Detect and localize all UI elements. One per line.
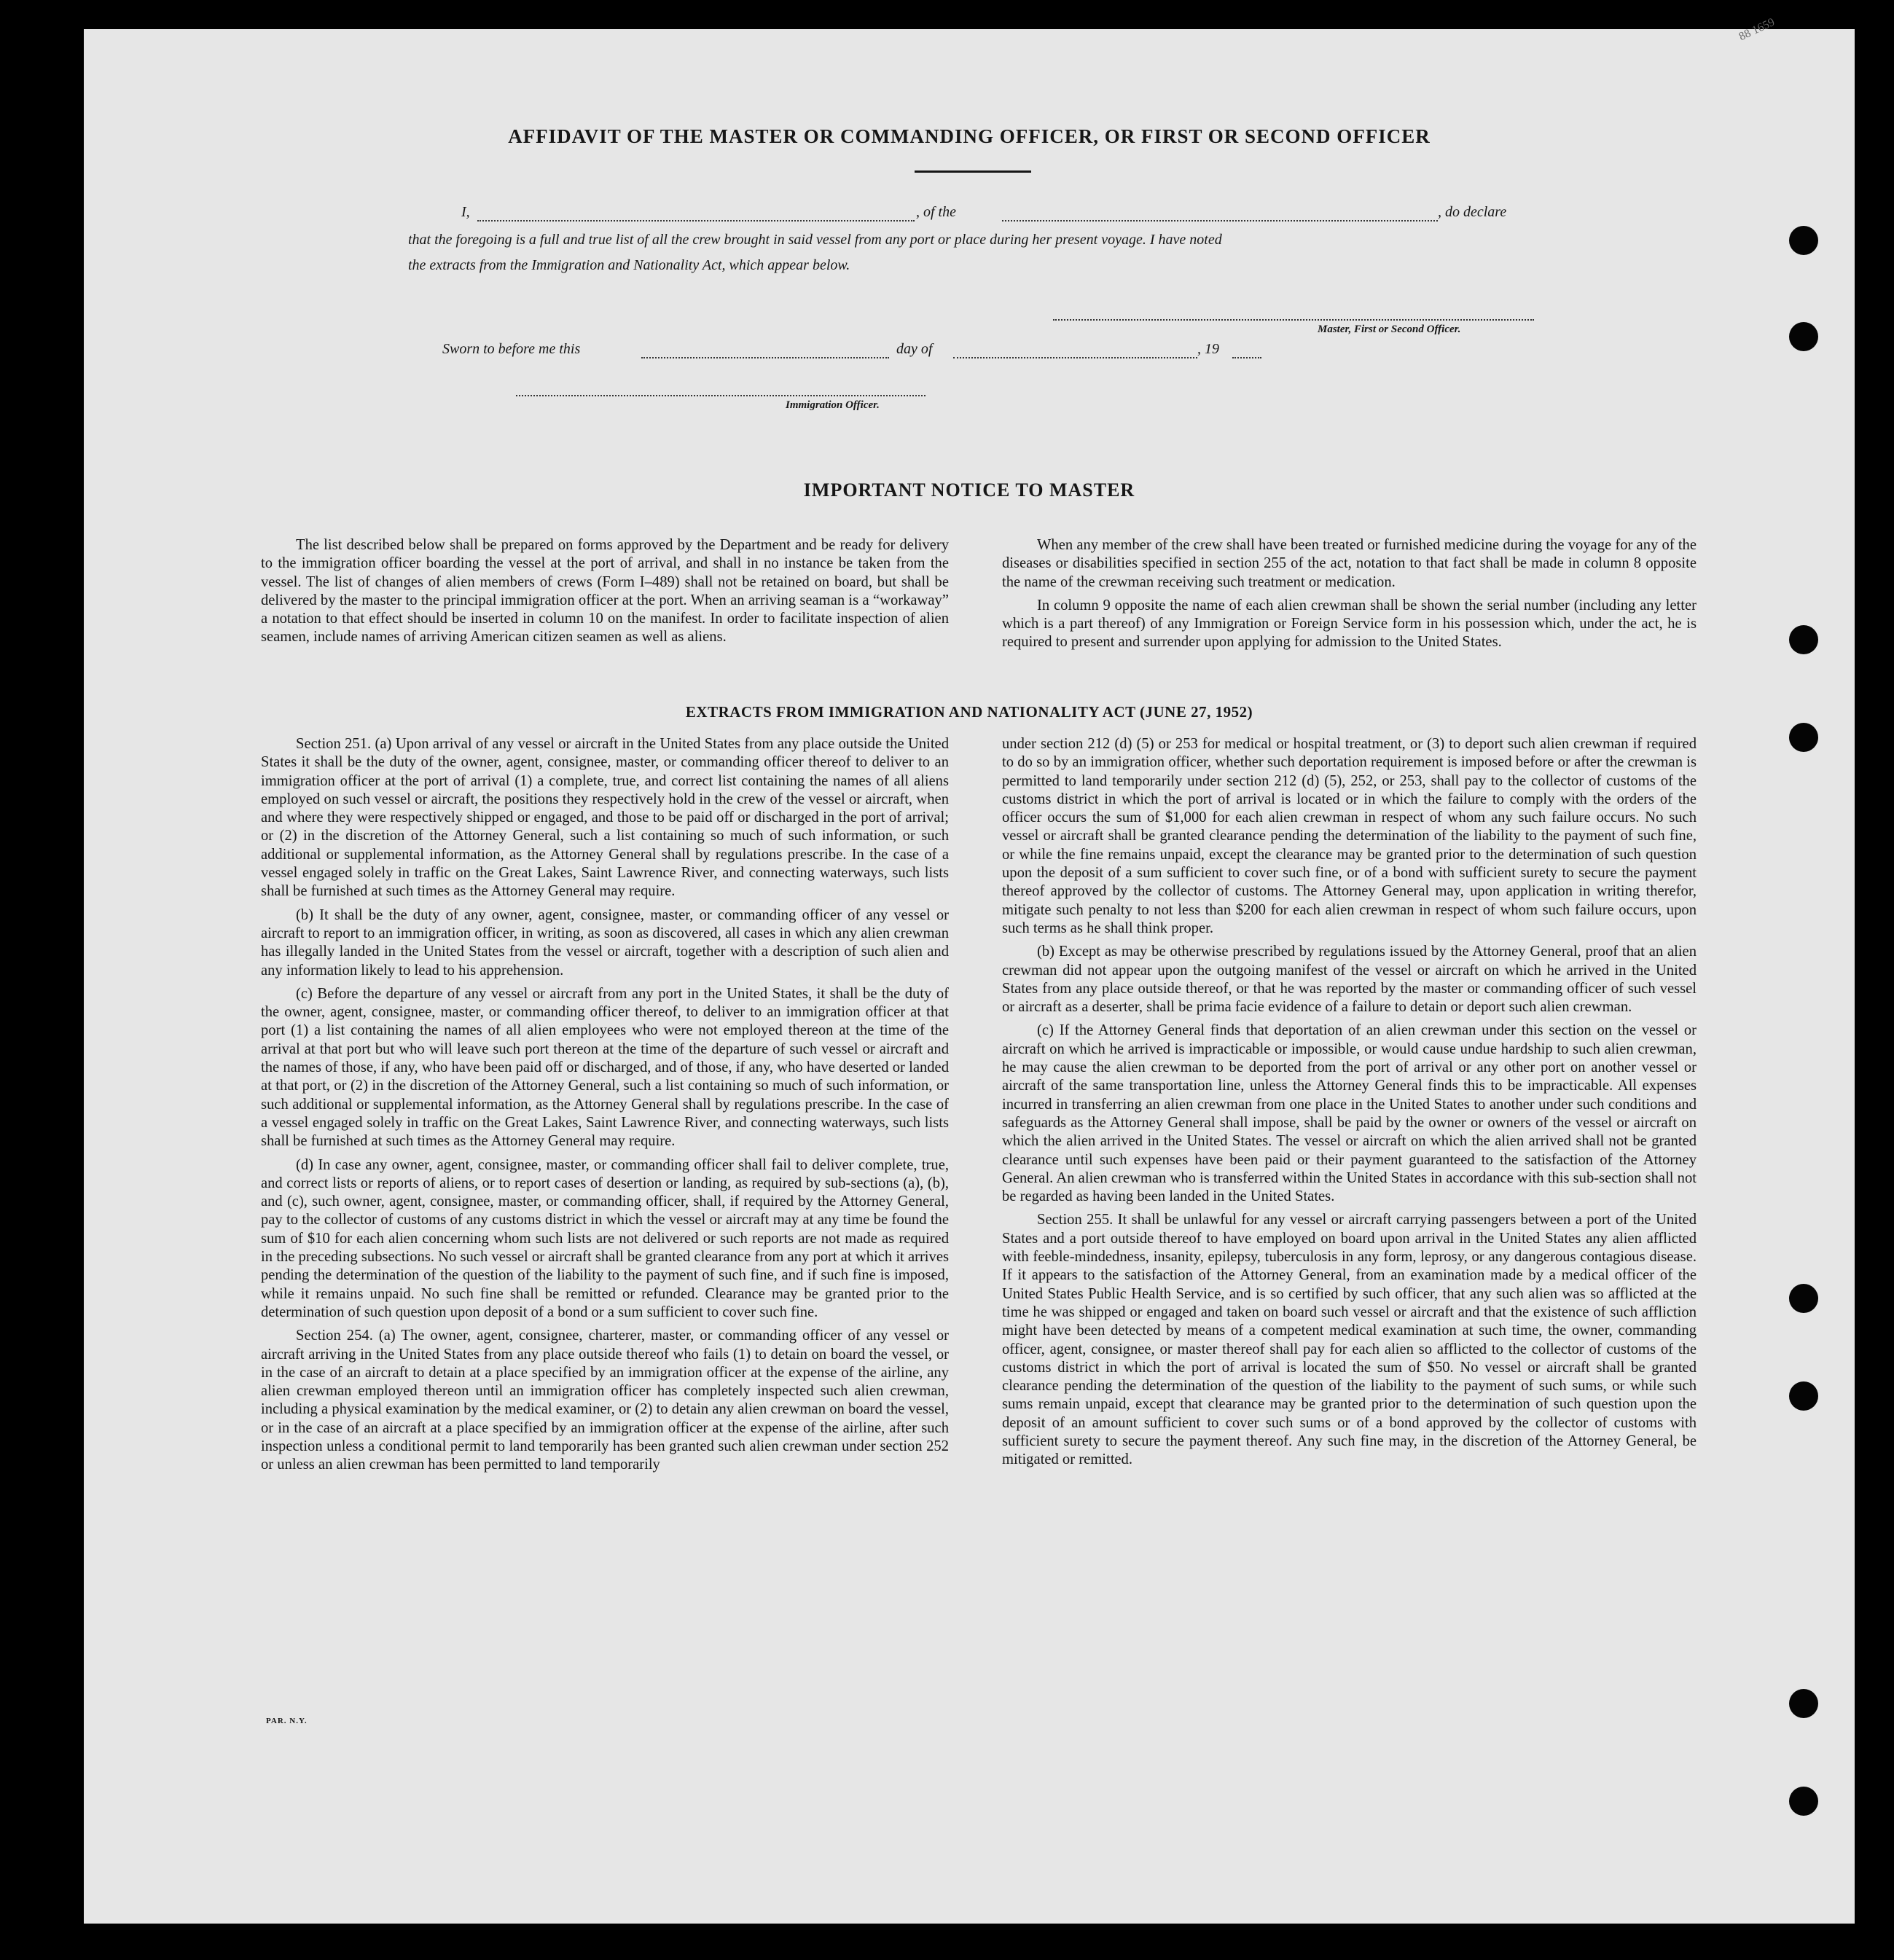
punch-hole-3 — [1789, 625, 1818, 654]
notice-right-column — [1002, 536, 1697, 657]
punch-hole-8 — [1789, 1787, 1818, 1816]
form-page — [84, 15, 1855, 1924]
immigration-officer-signature-line[interactable] — [516, 395, 926, 396]
corner-handwritten-marks: 88 1659 — [1737, 15, 1777, 44]
declare-i-label: I, — [461, 204, 470, 220]
of-the-label: , of the — [916, 204, 956, 220]
do-declare-label: , do declare — [1438, 204, 1507, 220]
declaration-line-3: the extracts from the Immigration and Nationality Act, which appear below. — [408, 257, 850, 273]
extracts-left-column — [261, 735, 949, 1480]
year-label: , 19 — [1197, 341, 1219, 357]
section-255: Section 255. It shall be unlawful for any vessel or aircraft carrying passengers between a port of the United States and a port outside thereof to have employed on board upon arrival in the United States any alien afflicted with feeble-mindedness, insanity, epilepsy, tuberculosis in any form, leprosy, or any dangerous contagious disease. If it appears to the satisfaction of the Attorney General, from an examination made by a medical officer of the United States Public Health Service, and is so certified by such officer, that any such alien was so afflicted at the time he was shipped or engaged and taken on board such vessel or aircraft and that the existence of such affliction might have been detected by means of a competent medical examination at such time, the owner, commanding officer, agent, consignee, or master thereof shall pay for each alien so afflicted to the collector of customs of the customs district in which the port of arrival is located the sum of $50. No vessel or aircraft shall be granted clearance pending the determination of the question of the liability to the payment of such sums, or while such sums remain unpaid, except that clearance may be granted prior to the determination of such question upon the deposit of an amount sufficient to cover such sums or of a bond approved by the collector of customs with sufficient surety to secure the payment thereof. Any such fine may, in the discretion of the Attorney General, be mitigated or remitted. — [1002, 1212, 1697, 1468]
punch-hole-1 — [1789, 226, 1818, 255]
master-signature-line[interactable] — [1053, 319, 1534, 321]
sworn-month-line[interactable] — [953, 357, 1197, 358]
extracts-right-column — [1002, 735, 1697, 1475]
section-254-a: Section 254. (a) The owner, agent, consignee, charterer, master, or commanding officer of any vessel or aircraft arriving in the United States from any place outside thereof who fails (1) to detain on board the vessel, or in the case of an aircraft to detain at a place specified by an immigration officer at the expense of the airline, any alien crewman employed thereon until an immigration officer has completely inspected such alien crewman, including a physical examination by the medical examiner, or (2) to detain any alien crewman on board the vessel, or in the case of an aircraft at a place specified by an immigration officer at the expense of the airline, after such inspection unless a conditional permit to land temporarily has been granted such alien crewman under section 252 or unless an alien crewman has been permitted to land temporarily — [261, 1328, 949, 1473]
vessel-field-line[interactable] — [1002, 220, 1438, 222]
notice-left-paragraph: The list described below shall be prepared on forms approved by the Department and be ready for delivery to the immigration officer boarding the vessel at the port of arrival, and shall in no instance be taken from the vessel. The list of changes of alien members of crews (Form I–489) shall not be retained on board, but shall be delivered by the master to the principal immigration officer at the port. When an arriving seaman is a “workaway” a notation to that effect should be inserted in column 10 on the manifest. In order to facilitate inspection of alien seamen, include names of arriving American citizen seamen as well as aliens. — [261, 537, 949, 646]
notice-right-paragraph-2: In column 9 opposite the name of each alien crewman shall be shown the serial number (including any letter which is a part thereof) of any Immigration or Foreign Service form in his possession which, under the act, he is required to present and surrender upon applying for admission to the United States. — [1002, 597, 1697, 651]
notice-left-column — [261, 536, 949, 652]
punch-hole-7 — [1789, 1689, 1818, 1718]
punch-hole-2 — [1789, 322, 1818, 351]
sworn-day-line[interactable] — [641, 357, 889, 358]
immigration-officer-caption: Immigration Officer. — [786, 399, 880, 411]
notice-title: IMPORTANT NOTICE TO MASTER — [803, 479, 1135, 501]
title-underline — [915, 170, 1031, 173]
extracts-heading: EXTRACTS FROM IMMIGRATION AND NATIONALITY ACT (JUNE 27, 1952) — [685, 703, 1253, 721]
sworn-year-line[interactable] — [1232, 357, 1261, 358]
notice-right-paragraph-1: When any member of the crew shall have been treated or furnished medicine during the voyage for any of the diseases or disabilities specified in section 255 of the act, notation to that fact shall be made in column 8 opposite the name of the crewman receiving such treatment or medication. — [1002, 537, 1697, 590]
section-251-a: Section 251. (a) Upon arrival of any vessel or aircraft in the United States from any place outside the United States it shall be the duty of the owner, agent, consignee, master, or commanding officer thereof to deliver to an immigration officer at the port of arrival (1) a complete, true, and correct list containing the names of all aliens employed on such vessel or aircraft, the positions they respectively hold in the crew of the vessel or aircraft, when and where they were respectively shipped or engaged, and those to be paid off or discharged in the port of arrival; or (2) in the discretion of the Attorney General, such a list containing so much of such information, or such additional or supplemental information, as the Attorney General shall by regulations prescribe. In the case of a vessel engaged solely in traffic on the Great Lakes, Saint Lawrence River, and connecting waterways, such lists shall be furnished at such times as the Attorney General may require. — [261, 736, 949, 900]
punch-hole-6 — [1789, 1381, 1818, 1411]
affidavit-title: AFFIDAVIT OF THE MASTER OR COMMANDING OFFICER, OR FIRST OR SECOND OFFICER — [508, 125, 1431, 147]
punch-hole-4 — [1789, 723, 1818, 752]
section-251-d: (d) In case any owner, agent, consignee, master, or commanding officer shall fail to deliver complete, true, and correct lists or reports of aliens, or to report cases of desertion or landing, as required by sub-sections (a), (b), and (c), such owner, agent, consignee, master, or commanding officer, shall, if required by the Attorney General, pay to the collector of customs of any customs district in which the vessel or aircraft may at any time be found the sum of $10 for each alien concerning whom such lists are not delivered or such reports are not made as required in the preceding subsections. No such vessel or aircraft shall be granted clearance from any port at which it arrives pending the determination of the question of the liability to the payment of such fine, and if such fine is imposed, while it remains unpaid. No such fine shall be remitted or refunded. Clearance may be granted prior to the determination of such question upon deposit of a bond or a sum sufficient to cover such fine. — [261, 1156, 949, 1320]
section-254-c: (c) If the Attorney General finds that deportation of an alien crewman under this section on the vessel or aircraft on which he arrived is impracticable or impossible, or would cause undue hardship to such alien crewman, he may cause the alien crewman to be deported from the port of arrival or any other port on another vessel or aircraft of the same transportation line, unless the Attorney General finds this to be impracticable. All expenses incurred in transferring an alien crewman from one place in the United States to another under such conditions and safeguards as the Attorney General shall impose, shall be paid by the owner or owners of the vessel or aircraft on which the alien arrived in the United States. The vessel or aircraft on which the alien arrived shall not be granted clearance until such expenses have been paid or their payment guaranteed to the satisfaction of the Attorney General. An alien crewman who is transferred within the United States in accordance with this sub-section shall not be regarded as having been landed in the United States. — [1002, 1022, 1697, 1205]
section-254-b: (b) Except as may be otherwise prescribed by regulations issued by the Attorney General, proof that an alien crewman did not appear upon the outgoing manifest of the vessel or aircraft on which he arrived in the United States from any place outside thereof, or that he was reported by the master or commanding officer of such vessel or aircraft as a deserter, shall be prima facie evidence of a failure to detain or deport such alien crewman. — [1002, 944, 1697, 1016]
day-of-label: day of — [896, 341, 933, 357]
name-field-line[interactable] — [477, 220, 915, 222]
punch-hole-5 — [1789, 1284, 1818, 1313]
section-251-c: (c) Before the departure of any vessel or aircraft from any port in the United States, it shall be the duty of the owner, agent, consignee, master, or commanding officer thereof, to deliver to an immigration officer at that port (1) a list containing the names of all alien employees who were not employed thereon at the time of the arrival at that port but who will leave such port thereon at the time of the departure of such vessel or aircraft and the names of those, if any, who have been paid off or discharged, and of those, if any, who have deserted or landed at that port, or (2) in the discretion of the Attorney General, such a list containing so much of such information, or such additional or supplemental information, as the Attorney General shall by regulations prescribe. In the case of a vessel engaged solely in traffic on the Great Lakes, Saint Lawrence River, and connecting waterways, such lists shall be furnished at such times as the Attorney General may require. — [261, 985, 949, 1150]
printer-mark: PAR. N.Y. — [266, 1717, 308, 1725]
section-254-a-continued: under section 212 (d) (5) or 253 for medical or hospital treatment, or (3) to deport such alien crewman if required to do so by an immigration officer, whether such deportation requirement is imposed before or after the crewman is permitted to land temporarily under section 212 (d) (5), 252, or 253, shall pay to the collector of customs of the customs district in which the port of arrival is located or in which the failure to comply with the orders of the officer occurs the sum of $1,000 for each alien crewman in respect of whom any such failure occurs. No such vessel or aircraft shall be granted clearance pending the determination of the liability to the payment of such fine, or while the fine remains unpaid, except the clearance may be granted prior to the determination of such question upon the deposit of a sum sufficient to cover such fine, or of a bond with sufficient surety to secure the payment thereof approved by the collector of customs. The Attorney General may, upon application in writing therefor, mitigate such penalty to not less than $200 for each alien crewman in respect of whom such failure occurs, upon such terms as he shall think proper. — [1002, 736, 1697, 936]
sworn-label: Sworn to before me this — [442, 341, 581, 357]
master-signature-caption: Master, First or Second Officer. — [1318, 324, 1461, 335]
declaration-line-2: that the foregoing is a full and true list of all the crew brought in said vessel from any port or place during her present voyage. I have noted — [408, 232, 1222, 248]
section-251-b: (b) It shall be the duty of any owner, agent, consignee, master, or commanding officer of any vessel or aircraft to report to an immigration officer, in writing, as soon as discovered, all cases in which any alien crewman has illegally landed in the United States from the vessel or aircraft, together with a description of such alien and any information likely to lead to his apprehension. — [261, 906, 949, 979]
